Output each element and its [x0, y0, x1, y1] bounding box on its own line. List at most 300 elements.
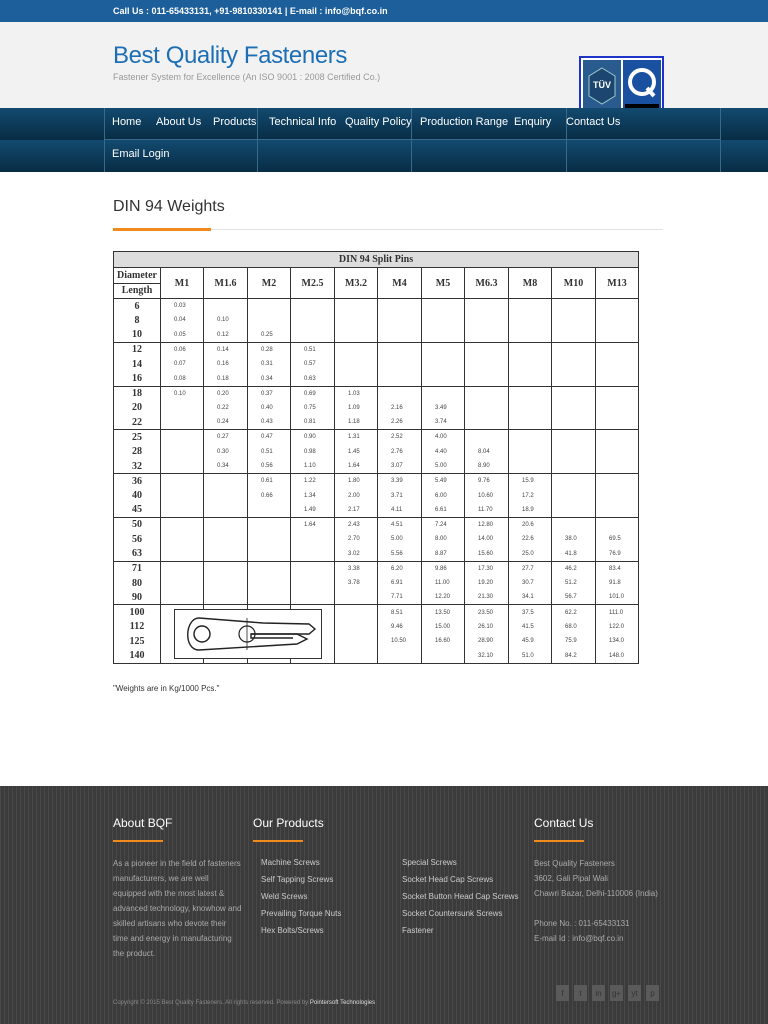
- weight-cell: 0.30: [204, 444, 248, 459]
- length-cell: 25: [114, 430, 161, 445]
- weight-cell: [161, 590, 204, 605]
- weight-cell: 12.20: [422, 590, 465, 605]
- table-row: [114, 590, 639, 605]
- weight-cell: [291, 532, 335, 547]
- column-header: M5: [422, 268, 465, 299]
- weight-cell: [509, 459, 552, 474]
- weight-cell: 0.51: [291, 342, 335, 357]
- weight-cell: [248, 503, 291, 518]
- weight-cell: [465, 430, 509, 445]
- footer-product-link[interactable]: Prevailing Torque Nuts: [261, 909, 342, 918]
- table-row: [114, 503, 639, 518]
- powered-by-link[interactable]: Pointersoft Technologies: [309, 1000, 376, 1006]
- weight-cell: [465, 386, 509, 401]
- weight-cell: [509, 313, 552, 328]
- length-cell: 16: [114, 371, 161, 386]
- weight-cell: 0.18: [204, 371, 248, 386]
- weight-cell: [596, 313, 639, 328]
- weight-cell: 0.34: [248, 371, 291, 386]
- linkedin-icon[interactable]: in: [592, 985, 605, 1001]
- weight-cell: [552, 386, 596, 401]
- site-logo-title[interactable]: Best Quality Fasteners: [113, 42, 347, 69]
- nav-item-enquiry[interactable]: Enquiry: [514, 116, 552, 128]
- weight-cell: [422, 357, 465, 372]
- column-header: M1: [161, 268, 204, 299]
- weights-note: "Weights are in Kg/1000 Pcs.": [113, 684, 220, 693]
- weight-cell: 15.9: [509, 474, 552, 489]
- weight-cell: 27.7: [509, 561, 552, 576]
- weight-cell: [422, 649, 465, 664]
- weight-cell: 1.31: [335, 430, 378, 445]
- weight-cell: [204, 299, 248, 314]
- weight-cell: [335, 299, 378, 314]
- weight-cell: 6.20: [378, 561, 422, 576]
- weight-cell: 0.40: [248, 401, 291, 416]
- table-row: [114, 342, 639, 357]
- weight-cell: [248, 576, 291, 591]
- weight-cell: 15.00: [422, 620, 465, 635]
- weight-cell: 62.2: [552, 605, 596, 620]
- weight-cell: [248, 547, 291, 562]
- weight-cell: [465, 313, 509, 328]
- weight-cell: 41.5: [509, 620, 552, 635]
- weight-cell: 21.30: [465, 590, 509, 605]
- weight-cell: [291, 313, 335, 328]
- weight-cell: [378, 371, 422, 386]
- table-row: [114, 532, 639, 547]
- weight-cell: 0.37: [248, 386, 291, 401]
- weight-cell: 0.14: [204, 342, 248, 357]
- length-cell: 28: [114, 444, 161, 459]
- weight-cell: 5.00: [422, 459, 465, 474]
- weight-cell: [335, 605, 378, 620]
- weight-cell: [204, 503, 248, 518]
- pinterest-icon[interactable]: p: [646, 985, 659, 1001]
- weight-cell: [596, 488, 639, 503]
- weight-cell: [596, 299, 639, 314]
- weight-cell: 0.47: [248, 430, 291, 445]
- weight-cell: [465, 401, 509, 416]
- weight-cell: 7.24: [422, 517, 465, 532]
- weight-cell: 22.6: [509, 532, 552, 547]
- weight-cell: 101.0: [596, 590, 639, 605]
- weight-cell: [596, 342, 639, 357]
- table-caption: DIN 94 Split Pins: [114, 252, 639, 268]
- footer-contact-block: [534, 856, 674, 946]
- weight-cell: [552, 415, 596, 430]
- footer-product-link[interactable]: Self Tapping Screws: [261, 875, 334, 884]
- length-cell: 18: [114, 386, 161, 401]
- weight-cell: [161, 401, 204, 416]
- weight-cell: [596, 357, 639, 372]
- weight-cell: 0.24: [204, 415, 248, 430]
- length-cell: 45: [114, 503, 161, 518]
- weight-cell: 6.61: [422, 503, 465, 518]
- footer-product-link[interactable]: Weld Screws: [261, 892, 308, 901]
- weight-cell: [161, 547, 204, 562]
- weight-cell: [509, 415, 552, 430]
- length-cell: 32: [114, 459, 161, 474]
- weight-cell: 17.30: [465, 561, 509, 576]
- weight-cell: 148.0: [596, 649, 639, 664]
- weight-cell: [552, 299, 596, 314]
- footer-product-link[interactable]: Hex Bolts/Screws: [261, 926, 324, 935]
- nav-item-technical-info[interactable]: Technical Info: [269, 116, 337, 128]
- table-row: [114, 415, 639, 430]
- weight-cell: [509, 386, 552, 401]
- weight-cell: [596, 401, 639, 416]
- weight-cell: 0.34: [204, 459, 248, 474]
- weight-cell: 0.08: [161, 371, 204, 386]
- weight-cell: 51.2: [552, 576, 596, 591]
- weight-cell: 23.50: [465, 605, 509, 620]
- weight-cell: [465, 328, 509, 343]
- weight-cell: 122.0: [596, 620, 639, 635]
- weight-cell: [291, 299, 335, 314]
- weight-cell: [335, 634, 378, 649]
- footer-product-link[interactable]: Socket Countersunk Screws: [402, 909, 503, 918]
- weight-cell: [161, 576, 204, 591]
- weight-cell: 0.69: [291, 386, 335, 401]
- column-header: M4: [378, 268, 422, 299]
- weight-cell: 2.00: [335, 488, 378, 503]
- weight-cell: 11.70: [465, 503, 509, 518]
- weight-cell: [422, 386, 465, 401]
- weight-cell: 2.70: [335, 532, 378, 547]
- length-cell: 112: [114, 620, 161, 635]
- table-row: [114, 299, 639, 314]
- nav-item-email-login[interactable]: Email Login: [112, 148, 170, 160]
- weight-cell: 20.6: [509, 517, 552, 532]
- weight-cell: 1.49: [291, 503, 335, 518]
- weight-cell: [291, 561, 335, 576]
- weight-cell: [509, 342, 552, 357]
- weight-cell: 46.2: [552, 561, 596, 576]
- split-pin-icon: [175, 610, 321, 658]
- length-cell: 40: [114, 488, 161, 503]
- weight-cell: 41.8: [552, 547, 596, 562]
- nav-item-production-range[interactable]: Production Range: [420, 116, 509, 128]
- youtube-icon[interactable]: yt: [628, 985, 641, 1001]
- din94-table-wrapper: [113, 251, 638, 664]
- weight-cell: 1.80: [335, 474, 378, 489]
- weight-cell: [422, 299, 465, 314]
- main-nav: [0, 108, 768, 172]
- weight-cell: 4.11: [378, 503, 422, 518]
- weight-cell: [596, 444, 639, 459]
- column-header: M2: [248, 268, 291, 299]
- weight-cell: [509, 401, 552, 416]
- weight-cell: 0.63: [291, 371, 335, 386]
- weight-cell: 5.56: [378, 547, 422, 562]
- weight-cell: 0.66: [248, 488, 291, 503]
- weight-cell: [204, 488, 248, 503]
- footer-product-link[interactable]: Socket Head Cap Screws: [402, 875, 494, 884]
- weight-cell: 1.10: [291, 459, 335, 474]
- weight-cell: [378, 328, 422, 343]
- weight-cell: 1.45: [335, 444, 378, 459]
- weight-cell: [422, 342, 465, 357]
- footer-product-link[interactable]: Special Screws: [402, 858, 457, 867]
- weight-cell: 3.71: [378, 488, 422, 503]
- weight-cell: [335, 357, 378, 372]
- footer-contact-line: Chawri Bazar, Delhi-110006 (India): [534, 889, 658, 898]
- length-cell: 140: [114, 649, 161, 664]
- weight-cell: [161, 561, 204, 576]
- weight-cell: 0.31: [248, 357, 291, 372]
- weight-cell: [291, 576, 335, 591]
- column-header: M8: [509, 268, 552, 299]
- weight-cell: [552, 517, 596, 532]
- column-header: M3.2: [335, 268, 378, 299]
- weight-cell: [509, 371, 552, 386]
- length-cell: 90: [114, 590, 161, 605]
- table-row: [114, 430, 639, 445]
- split-pin-drawing: [174, 609, 322, 659]
- table-row: [114, 386, 639, 401]
- length-header: Length: [121, 285, 153, 297]
- weight-cell: [161, 444, 204, 459]
- table-row: [114, 371, 639, 386]
- weight-cell: 6.91: [378, 576, 422, 591]
- weight-cell: 25.0: [509, 547, 552, 562]
- weight-cell: 1.09: [335, 401, 378, 416]
- weight-cell: [335, 328, 378, 343]
- weight-cell: [204, 474, 248, 489]
- weight-cell: [596, 415, 639, 430]
- weight-cell: [596, 503, 639, 518]
- table-row: [114, 313, 639, 328]
- weight-cell: 8.87: [422, 547, 465, 562]
- table-row: [114, 401, 639, 416]
- weight-cell: [378, 649, 422, 664]
- weight-cell: [291, 590, 335, 605]
- weight-cell: 4.00: [422, 430, 465, 445]
- weight-cell: [335, 590, 378, 605]
- weight-cell: [161, 474, 204, 489]
- weight-cell: [596, 386, 639, 401]
- copyright-text: Copyright © 2015 Best Quality Fasteners. All rights reserved. Powered by Pointersoft Technologies: [113, 1000, 376, 1006]
- weight-cell: 2.76: [378, 444, 422, 459]
- weight-cell: 26.10: [465, 620, 509, 635]
- site-tagline: Fastener System for Excellence (An ISO 9001 : 2008 Certified Co.): [113, 72, 381, 82]
- weight-cell: 0.04: [161, 313, 204, 328]
- weight-cell: 69.5: [596, 532, 639, 547]
- table-row: [114, 547, 639, 562]
- topbar-contact: Call Us : 011-65433131, +91-9810330141 | E-mail : info@bqf.co.in: [113, 6, 388, 16]
- weight-cell: 13.50: [422, 605, 465, 620]
- nav-item-contact-us[interactable]: Contact Us: [566, 116, 621, 128]
- weight-cell: 8.00: [422, 532, 465, 547]
- length-cell: 56: [114, 532, 161, 547]
- weight-cell: [552, 401, 596, 416]
- length-cell: 63: [114, 547, 161, 562]
- table-row: [114, 488, 639, 503]
- table-row: [114, 357, 639, 372]
- weight-cell: [335, 313, 378, 328]
- nav-item-products[interactable]: Products: [213, 116, 257, 128]
- weight-cell: [465, 415, 509, 430]
- weight-cell: 0.10: [204, 313, 248, 328]
- nav-item-home[interactable]: Home: [112, 116, 142, 128]
- weight-cell: 0.90: [291, 430, 335, 445]
- length-cell: 100: [114, 605, 161, 620]
- weight-cell: [422, 371, 465, 386]
- weight-cell: [335, 371, 378, 386]
- weight-cell: 7.71: [378, 590, 422, 605]
- weight-cell: [291, 547, 335, 562]
- weight-cell: 17.2: [509, 488, 552, 503]
- weight-cell: 0.51: [248, 444, 291, 459]
- weight-cell: 111.0: [596, 605, 639, 620]
- footer-products-title: Our Products: [253, 816, 324, 830]
- length-cell: 71: [114, 561, 161, 576]
- weight-cell: [161, 430, 204, 445]
- weight-cell: 0.25: [248, 328, 291, 343]
- weight-cell: [509, 357, 552, 372]
- weight-cell: 5.00: [378, 532, 422, 547]
- googleplus-icon[interactable]: g+: [610, 985, 623, 1001]
- weight-cell: 0.16: [204, 357, 248, 372]
- weight-cell: [552, 503, 596, 518]
- weight-cell: [596, 430, 639, 445]
- weight-cell: [552, 328, 596, 343]
- weight-cell: 0.27: [204, 430, 248, 445]
- weight-cell: 18.9: [509, 503, 552, 518]
- diameter-header: Diameter: [114, 268, 160, 284]
- weight-cell: [204, 532, 248, 547]
- weight-cell: [204, 547, 248, 562]
- page-title: DIN 94 Weights: [113, 198, 225, 215]
- weight-cell: [509, 430, 552, 445]
- weight-cell: 0.20: [204, 386, 248, 401]
- nav-item-about-us[interactable]: About Us: [156, 116, 202, 128]
- weight-cell: [161, 532, 204, 547]
- weight-cell: [378, 299, 422, 314]
- title-accent-bar: [113, 228, 211, 231]
- weight-cell: 76.9: [596, 547, 639, 562]
- weight-cell: 1.22: [291, 474, 335, 489]
- weight-cell: [248, 299, 291, 314]
- weight-cell: 1.34: [291, 488, 335, 503]
- weight-cell: [509, 444, 552, 459]
- twitter-icon[interactable]: t: [574, 985, 587, 1001]
- weight-cell: 0.61: [248, 474, 291, 489]
- weight-cell: 0.07: [161, 357, 204, 372]
- footer-about-text: As a pioneer in the field of fasteners manufacturers, we are well equipped with the most latest & advanced technology, knowhow and skilled artisans who devote their time and energy in manufacturing the product.: [113, 859, 242, 958]
- weight-cell: 3.74: [422, 415, 465, 430]
- weight-cell: [378, 342, 422, 357]
- length-cell: 10: [114, 328, 161, 343]
- weight-cell: 0.75: [291, 401, 335, 416]
- footer-contact-email[interactable]: E-mail Id : info@bqf.co.in: [534, 934, 624, 943]
- length-cell: 12: [114, 342, 161, 357]
- weight-cell: 14.00: [465, 532, 509, 547]
- length-cell: 36: [114, 474, 161, 489]
- topbar: [0, 0, 768, 22]
- column-header: M1.6: [204, 268, 248, 299]
- weight-cell: 2.17: [335, 503, 378, 518]
- weight-cell: [465, 299, 509, 314]
- weight-cell: 3.07: [378, 459, 422, 474]
- weight-cell: 0.28: [248, 342, 291, 357]
- weight-cell: [161, 459, 204, 474]
- weight-cell: 0.05: [161, 328, 204, 343]
- weight-cell: 10.50: [378, 634, 422, 649]
- length-cell: 50: [114, 517, 161, 532]
- weight-cell: [596, 328, 639, 343]
- length-cell: 14: [114, 357, 161, 372]
- weight-cell: 32.10: [465, 649, 509, 664]
- footer-product-link[interactable]: Machine Screws: [261, 858, 320, 867]
- weight-cell: 0.22: [204, 401, 248, 416]
- weight-cell: [596, 517, 639, 532]
- table-row: [114, 517, 639, 532]
- weight-cell: 0.56: [248, 459, 291, 474]
- weight-cell: 3.78: [335, 576, 378, 591]
- footer-product-link[interactable]: Socket Button Head Cap Screws: [402, 892, 519, 901]
- din94-weights-table: [113, 251, 639, 664]
- diameter-length-header: [114, 268, 161, 299]
- weight-cell: 12.80: [465, 517, 509, 532]
- weight-cell: [161, 503, 204, 518]
- weight-cell: 10.60: [465, 488, 509, 503]
- weight-cell: [335, 342, 378, 357]
- weight-cell: 30.7: [509, 576, 552, 591]
- footer-contact-phone: Phone No. : 011-65433131: [534, 919, 630, 928]
- weight-cell: 8.04: [465, 444, 509, 459]
- weight-cell: [596, 474, 639, 489]
- footer-product-link[interactable]: Fastener: [402, 926, 434, 935]
- weight-cell: [335, 620, 378, 635]
- weight-cell: [204, 576, 248, 591]
- weight-cell: 0.43: [248, 415, 291, 430]
- weight-cell: 75.9: [552, 634, 596, 649]
- weight-cell: 9.46: [378, 620, 422, 635]
- weight-cell: [291, 328, 335, 343]
- weight-cell: 3.49: [422, 401, 465, 416]
- weight-cell: 0.98: [291, 444, 335, 459]
- weight-cell: 8.90: [465, 459, 509, 474]
- length-cell: 8: [114, 313, 161, 328]
- facebook-icon[interactable]: f: [556, 985, 569, 1001]
- weight-cell: 0.03: [161, 299, 204, 314]
- weight-cell: [552, 313, 596, 328]
- weight-cell: 91.8: [596, 576, 639, 591]
- weight-cell: [509, 299, 552, 314]
- weight-cell: [552, 474, 596, 489]
- weight-cell: 28.90: [465, 634, 509, 649]
- tuv-logo-text: TÜV: [593, 80, 611, 90]
- table-row: [114, 576, 639, 591]
- weight-cell: 3.02: [335, 547, 378, 562]
- weight-cell: [204, 561, 248, 576]
- column-header: M10: [552, 268, 596, 299]
- footer-about-title: About BQF: [113, 816, 173, 830]
- weight-cell: [378, 313, 422, 328]
- weight-cell: [161, 415, 204, 430]
- length-cell: 6: [114, 299, 161, 314]
- weight-cell: 8.51: [378, 605, 422, 620]
- length-cell: 80: [114, 576, 161, 591]
- weight-cell: [552, 357, 596, 372]
- weight-cell: 84.2: [552, 649, 596, 664]
- weight-cell: 15.60: [465, 547, 509, 562]
- nav-item-quality-policy[interactable]: Quality Policy: [345, 116, 412, 128]
- table-row: [114, 444, 639, 459]
- weight-cell: 5.49: [422, 474, 465, 489]
- footer-products-list-1: [261, 854, 341, 939]
